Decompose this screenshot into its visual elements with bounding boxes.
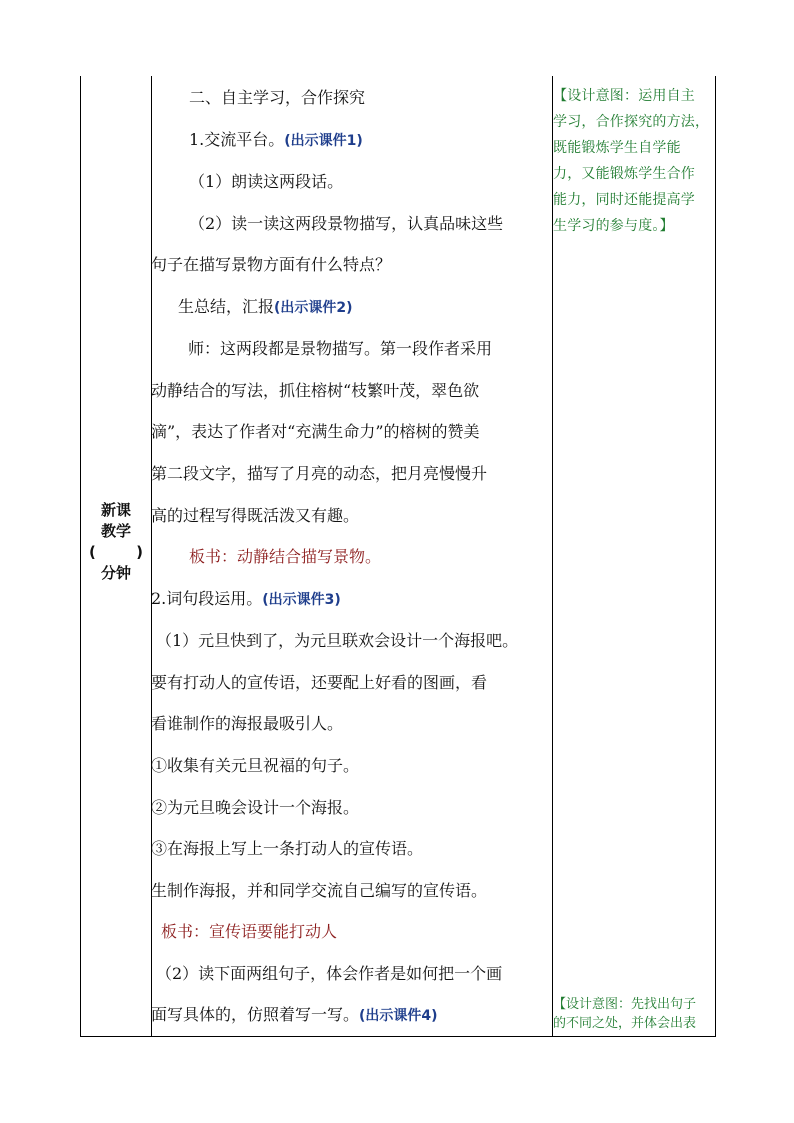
teacher-line-4: 第二段文字，描写了月亮的动态，把月亮慢慢升 bbox=[151, 464, 488, 483]
teacher-line-3: 滴”，表达了作者对“充满生命力”的榕树的赞美 bbox=[151, 422, 480, 441]
item2-sub2-courseware-ref: (出示课件4) bbox=[359, 1008, 438, 1024]
design-intent-note-1 bbox=[553, 83, 715, 239]
item2-courseware-ref: (出示课件3) bbox=[262, 592, 341, 608]
teacher-line-1: 师：这两段都是景物描写。第一段作者采用 bbox=[188, 339, 493, 358]
design-note-1-line-4: 力，又能锻炼学生合作 bbox=[553, 166, 695, 182]
step-3: ③在海报上写上一条打动人的宣传语。 bbox=[151, 839, 424, 858]
design-note-1-line-6: 生学习的参与度。】 bbox=[553, 218, 674, 234]
item2-sub2-line1: （2）读下面两组句子，体会作者是如何把一个画 bbox=[156, 964, 503, 983]
design-note-1-line-5: 能力，同时还能提高学 bbox=[553, 192, 695, 208]
item2-sub2-line2 bbox=[151, 1005, 438, 1026]
design-intent-note-2 bbox=[553, 995, 715, 1033]
paren-open: ( bbox=[89, 543, 96, 561]
item2-line bbox=[151, 589, 341, 610]
design-note-1-line-1: 【设计意图：运用自主 bbox=[553, 88, 695, 104]
stage-label bbox=[81, 500, 151, 584]
item2-sub1-line1: （1）元旦快到了，为元旦联欢会设计一个海报吧。 bbox=[156, 631, 519, 650]
item2-sub1-line3: 看谁制作的海报最吸引人。 bbox=[151, 714, 344, 733]
teacher-line-5: 高的过程写得既活泼又有趣。 bbox=[151, 506, 360, 525]
design-note-2-line-1: 【设计意图：先找出句子 bbox=[553, 997, 697, 1012]
board-note-2: 板书：宣传语要能打动人 bbox=[161, 922, 338, 941]
teacher-line-2: 动静结合的写法，抓住榕树“枝繁叶茂，翠色欲 bbox=[151, 381, 480, 400]
stage-label-line2: 教学 bbox=[100, 522, 131, 540]
design-note-1-line-2: 学习，合作探究的方法， bbox=[553, 114, 710, 130]
step-1: ①收集有关元旦祝福的句子。 bbox=[151, 756, 360, 775]
stage-label-duration bbox=[81, 542, 151, 563]
item1-sub2-line2: 句子在描写景物方面有什么特点？ bbox=[151, 255, 392, 274]
board-note-1: 板书：动静结合描写景物。 bbox=[189, 547, 382, 566]
stage-label-line4: 分钟 bbox=[100, 564, 131, 582]
paren-close: ) bbox=[136, 543, 143, 561]
student-summary: 生总结，汇报 bbox=[178, 297, 275, 316]
student-summary-line bbox=[178, 297, 353, 318]
design-note-2-line-2: 的不同之处，并体会出表 bbox=[553, 1016, 697, 1031]
student-summary-ref: (出示课件2) bbox=[274, 300, 353, 316]
item1-sub2-line1: （2）读一读这两段景物描写，认真品味这些 bbox=[189, 214, 504, 233]
design-note-1-line-3: 既能锻炼学生自学能 bbox=[553, 140, 681, 156]
stage-label-line1: 新课 bbox=[100, 501, 131, 519]
item1-courseware-ref: (出示课件1) bbox=[284, 133, 363, 149]
step-2: ②为元旦晚会设计一个海报。 bbox=[151, 798, 360, 817]
item2-sub1-line2: 要有打动人的宣传语，还要配上好看的图画，看 bbox=[151, 673, 488, 692]
student-make-poster: 生制作海报，并和同学交流自己编写的宣传语。 bbox=[151, 881, 488, 900]
item1-text: 1.交流平台。 bbox=[189, 130, 285, 149]
item1-sub1: （1）朗读这两段话。 bbox=[189, 172, 344, 191]
item1-line bbox=[189, 130, 363, 151]
section-heading: 二、自主学习，合作探究 bbox=[189, 88, 366, 107]
item2-sub2-text: 面写具体的，仿照着写一写。 bbox=[151, 1005, 360, 1024]
item2-text: 2.词句段运用。 bbox=[151, 589, 263, 608]
